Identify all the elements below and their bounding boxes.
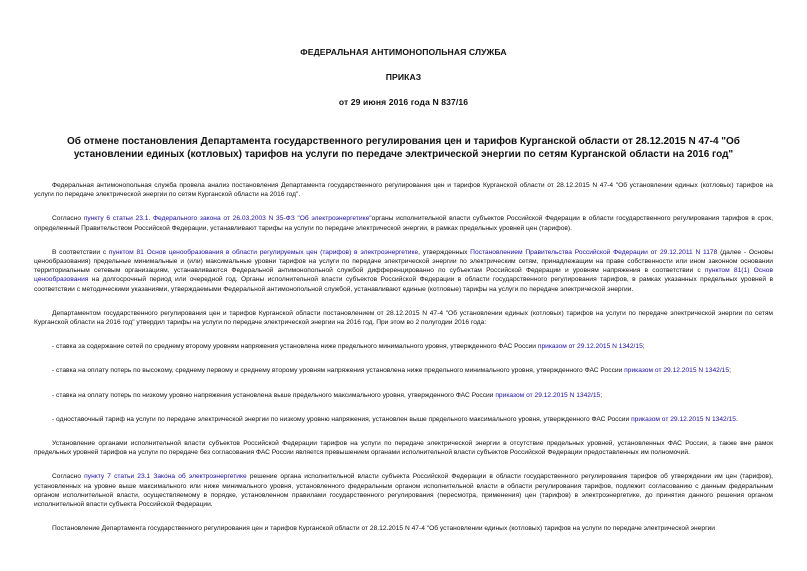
date-number-heading: от 29 июня 2016 года N 837/16 [338,97,469,107]
paragraph-6-text-1: Согласно [52,473,85,481]
list-item [34,342,773,351]
doc-type-heading: ПРИКАЗ [385,72,422,82]
paragraph-2-text-1: Согласно [52,215,84,223]
paragraph-7: Постановление Департамента государственного регулирования цен и тарифов Курганской области от 28.12.2015 N 47-4 "Об установлении единых (котловых) тарифов на услуги по передаче электрической энергии [52,525,715,533]
paragraph-2-text-2: органы исполнительной власти субъектов Российской Федерации в области государственного регулирования тарифов в срок, определенный Правительством Российской Федерации, устанавливают тарифы на услуги по передаче электрической энергии, в рамках предельных уровней цен (тарифов). [34,215,774,232]
pricing-basics-p81-1-link[interactable]: пунктом 81(1) Основ ценообразования [34,267,773,284]
paragraph-3-text-3: (далее - Основы ценообразования) предельные минимальные и (или) максимальные уровни тарифов на услуги по передаче электрической энергии по электрическим сетям, принадлежащим на праве собственности или ином законном основании территориальным сетевым организациям, устанавливаются Федеральной антимонопольной службой дифференцированно по субъектам Российской Федерации и уровням напряжения в соответствии с [34,248,773,275]
law-35fz-link[interactable]: пункту 6 статьи 23.1. Федерального закона от 26.03.2003 N 35-ФЗ "Об электроэнергетике" [83,215,372,223]
paragraph-3-text-1: В соответствии с [52,248,109,256]
list-item-text: - ставка за содержание сетей по среднему второму уровням напряжения установлена ниже предельного минимального уровня, утвержденного ФАС России [52,343,538,351]
paragraph-4: Департаментом государственного регулирования цен и тарифов Курганской области постановлением от 28.12.2015 N 47-4 "Об установлении единых (котловых) тарифов на услуги по передаче электрической энергии по сетям Курганской области на 2016 год" утвердил тарифы на услуги по передаче электрической энергии на 2016 год. При этом во 2 полугодии 2016 года: [34,309,773,327]
list-item-text: - ставка на оплату потерь по высокому, среднему первому и среднему второму уровням напряжения установлена ниже предельного минимального уровня, утвержденного ФАС России [52,367,625,375]
list-item [34,391,773,400]
fas-order-1342-link[interactable]: приказом от 29.12.2015 N 1342/15 [537,343,643,351]
paragraph-3-text-4: на долгосрочный период или очередной год. Органы исполнительной власти субъектов Российской Федерации в области государственного регулирования тарифов, в рамках указанных предельных уровней в соответствии с методическими указаниями, утверждаемыми Федеральной антимонопольной службой, устанавливают единые (котловые) тарифы на услуги по передаче электрической энергии. [34,276,773,293]
paragraph-3 [34,248,773,294]
list-item-end: ; [600,391,603,399]
paragraph-6-text-2: решение органа исполнительной власти субъекта Российской Федерации в области государственного регулирования тарифов об утверждении им цен (тарифов), установленных на уровне выше максимального или ниже минимального уровня, установленного федеральным органом исполнительной власти в области регулирования тарифов, подлежит согласованию с данным федеральным органом исполнительной власти, осуществляемому в порядке, установленном правилами государственного регулирования (пересмотра, применения) цен (тарифов) в электроэнергетике, до принятия данного решения органом исполнительной власти субъекта Российской Федерации. [34,473,774,509]
government-resolution-1178-link[interactable]: Постановлением Правительства Российской Федерации от 29.12.2011 N 1178 [470,248,718,256]
list-item-end: ; [642,343,645,351]
list-item-end: . [735,415,738,423]
pricing-basics-p81-link[interactable]: пунктом 81 Основ ценообразования в области регулируемых цен (тарифов) в электроэнергетике [108,248,419,256]
list-item [34,366,773,375]
fas-order-1342-link[interactable]: приказом от 29.12.2015 N 1342/15 [495,391,601,399]
paragraph-3-text-2: , утвержденных [418,248,471,256]
electricity-law-p7-link[interactable]: пункту 7 статьи 23.1 Закона об электроэнергетике [84,473,247,481]
list-item-text: - одноставочный тариф на услуги по передаче электрической энергии по низкому уровню напряжения, установлен выше предельного максимального уровня, утвержденного ФАС России [52,415,632,423]
list-item-end: ; [729,367,731,375]
paragraph-1: Федеральная антимонопольная служба провела анализ постановления Департамента государственного регулирования цен и тарифов Курганской области от 28.12.2015 N 47-4 "Об установлении единых (котловых) тарифов на услуги по передаче электрической энергии по сетям Курганской области на 2016 год". [34,182,773,199]
list-item [34,415,773,424]
agency-heading: ФЕДЕРАЛЬНАЯ АНТИМОНОПОЛЬНАЯ СЛУЖБА [300,47,507,57]
list-item-text: - ставка на оплату потерь по низкому уровню напряжения установлена выше предельного максимального уровня, утвержденного ФАС России [52,391,496,399]
fas-order-1342-link[interactable]: приказом от 29.12.2015 N 1342/15 [624,367,730,375]
fas-order-1342-link[interactable]: приказом от 29.12.2015 N 1342/15 [631,415,736,423]
paragraph-2 [34,214,773,232]
paragraph-5: Установление органами исполнительной власти субъектов Российской Федерации тарифов на услуги по передаче электрической энергии в отсутствие предельных уровней, установленных ФАС России, а также вне рамок предельных уровней тарифов на услуги по передаче без согласования ФАС России является превышением органами исполнительной власти субъектов Российской Федерации предоставленных им полномочий. [34,440,773,457]
document-title: Об отмене постановления Департамента государственного регулирования цен и тарифов Курганской области от 28.12.2015 N 47-4 "Об установлении единых (котловых) тарифов на услуги по передаче электрической энергии по сетям Курганской области на 2016 год" [67,136,740,160]
paragraph-6 [34,472,773,509]
